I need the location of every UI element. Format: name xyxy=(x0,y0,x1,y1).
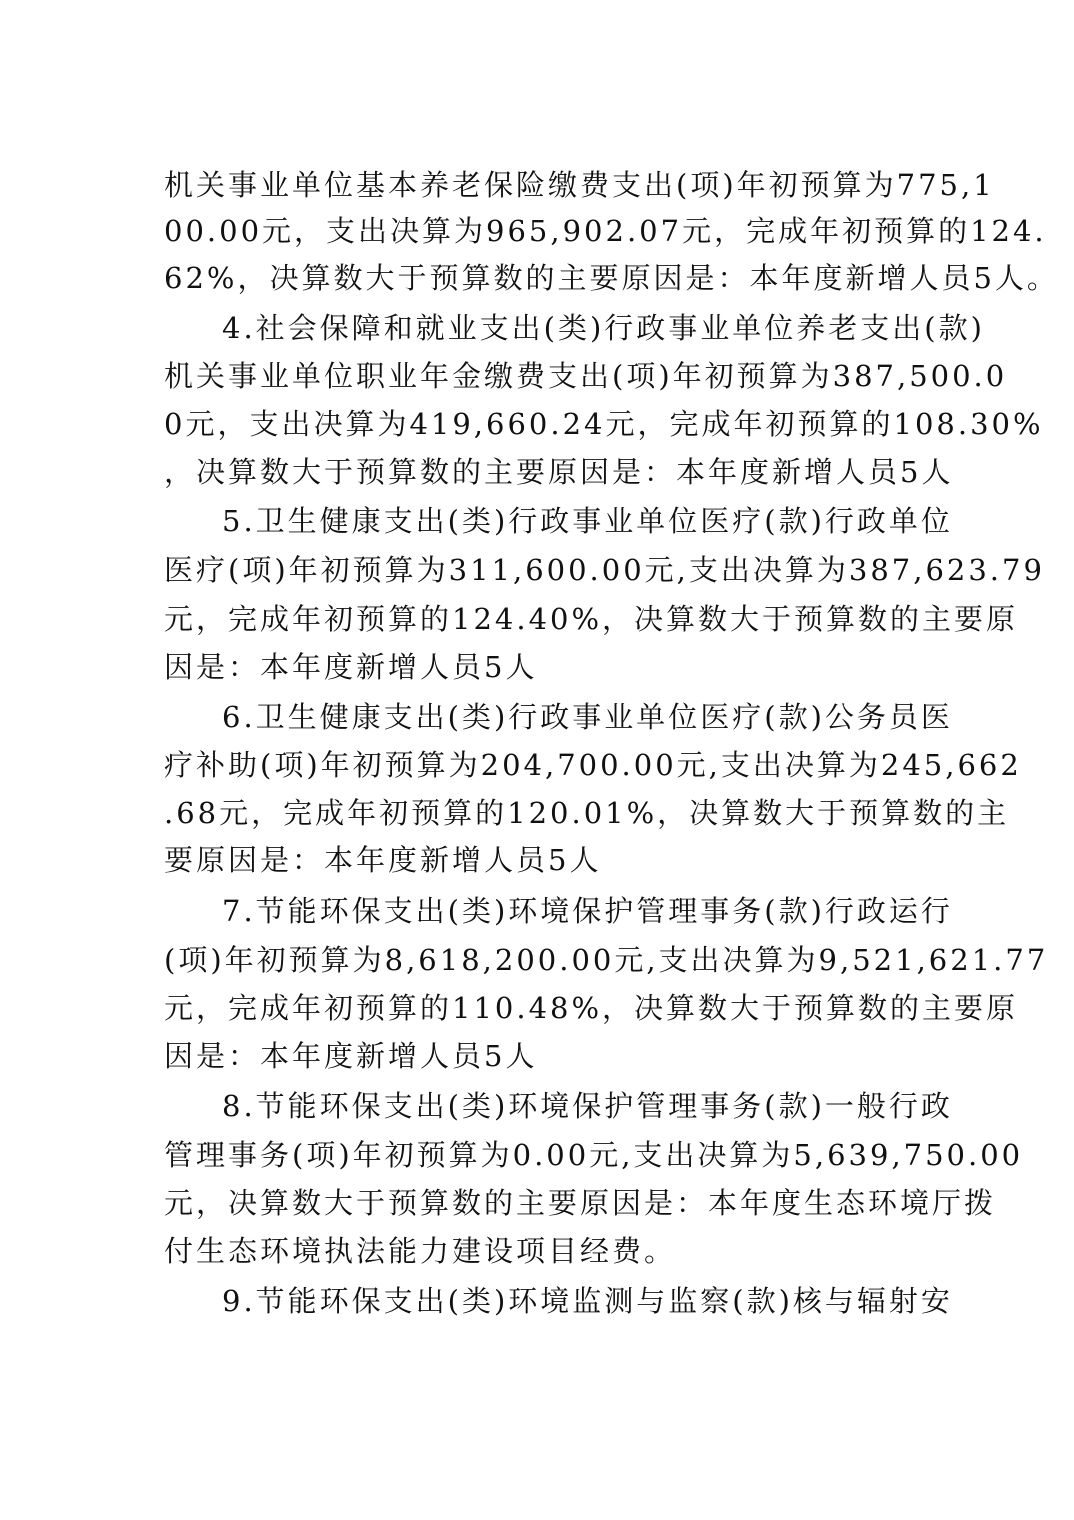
text-line: 管理事务(项)年初预算为0.00元,支出决算为5,639,750.00 xyxy=(164,1138,1024,1172)
text-line: 00.00元，支出决算为965,902.07元，完成年初预算的124. xyxy=(164,214,1047,248)
text-line: 0元，支出决算为419,660.24元，完成年初预算的108.30% xyxy=(164,407,1044,441)
text-line: 机关事业单位基本养老保险缴费支出(项)年初预算为775,1 xyxy=(164,168,995,202)
text-line: .68元，完成年初预算的120.01%，决算数大于预算数的主 xyxy=(164,796,1010,830)
text-line: 元，完成年初预算的110.48%，决算数大于预算数的主要原 xyxy=(164,991,1019,1025)
text-line: 医疗(项)年初预算为311,600.00元,支出决算为387,623.79 xyxy=(164,553,1045,587)
paragraph-5-heading: 5.卫生健康支出(类)行政事业单位医疗(款)行政单位 xyxy=(222,504,953,538)
text-line: 元，决算数大于预算数的主要原因是：本年度生态环境厅拨 xyxy=(164,1186,997,1220)
paragraph-8-heading: 8.节能环保支出(类)环境保护管理事务(款)一般行政 xyxy=(222,1089,953,1123)
text-line: 因是：本年度新增人员5人 xyxy=(164,650,538,684)
text-line: 要原因是：本年度新增人员5人 xyxy=(164,843,602,877)
text-line: 付生态环境执法能力建设项目经费。 xyxy=(164,1234,677,1268)
paragraph-6-heading: 6.卫生健康支出(类)行政事业单位医疗(款)公务员医 xyxy=(222,700,953,734)
text-line: 元，完成年初预算的124.40%，决算数大于预算数的主要原 xyxy=(164,602,1019,636)
text-line: 疗补助(项)年初预算为204,700.00元,支出决算为245,662 xyxy=(164,748,1022,782)
text-line: 62%，决算数大于预算数的主要原因是：本年度新增人员5人。 xyxy=(164,261,1059,295)
paragraph-4-heading: 4.社会保障和就业支出(类)行政事业单位养老支出(款) xyxy=(222,311,985,345)
text-line: ，决算数大于预算数的主要原因是：本年度新增人员5人 xyxy=(164,455,954,489)
paragraph-9-heading: 9.节能环保支出(类)环境监测与监察(款)核与辐射安 xyxy=(222,1284,953,1318)
text-line: (项)年初预算为8,618,200.00元,支出决算为9,521,621.77 xyxy=(164,943,1049,977)
text-line: 因是：本年度新增人员5人 xyxy=(164,1039,538,1073)
paragraph-7-heading: 7.节能环保支出(类)环境保护管理事务(款)行政运行 xyxy=(222,894,953,928)
text-line: 机关事业单位职业年金缴费支出(项)年初预算为387,500.0 xyxy=(164,359,1008,393)
